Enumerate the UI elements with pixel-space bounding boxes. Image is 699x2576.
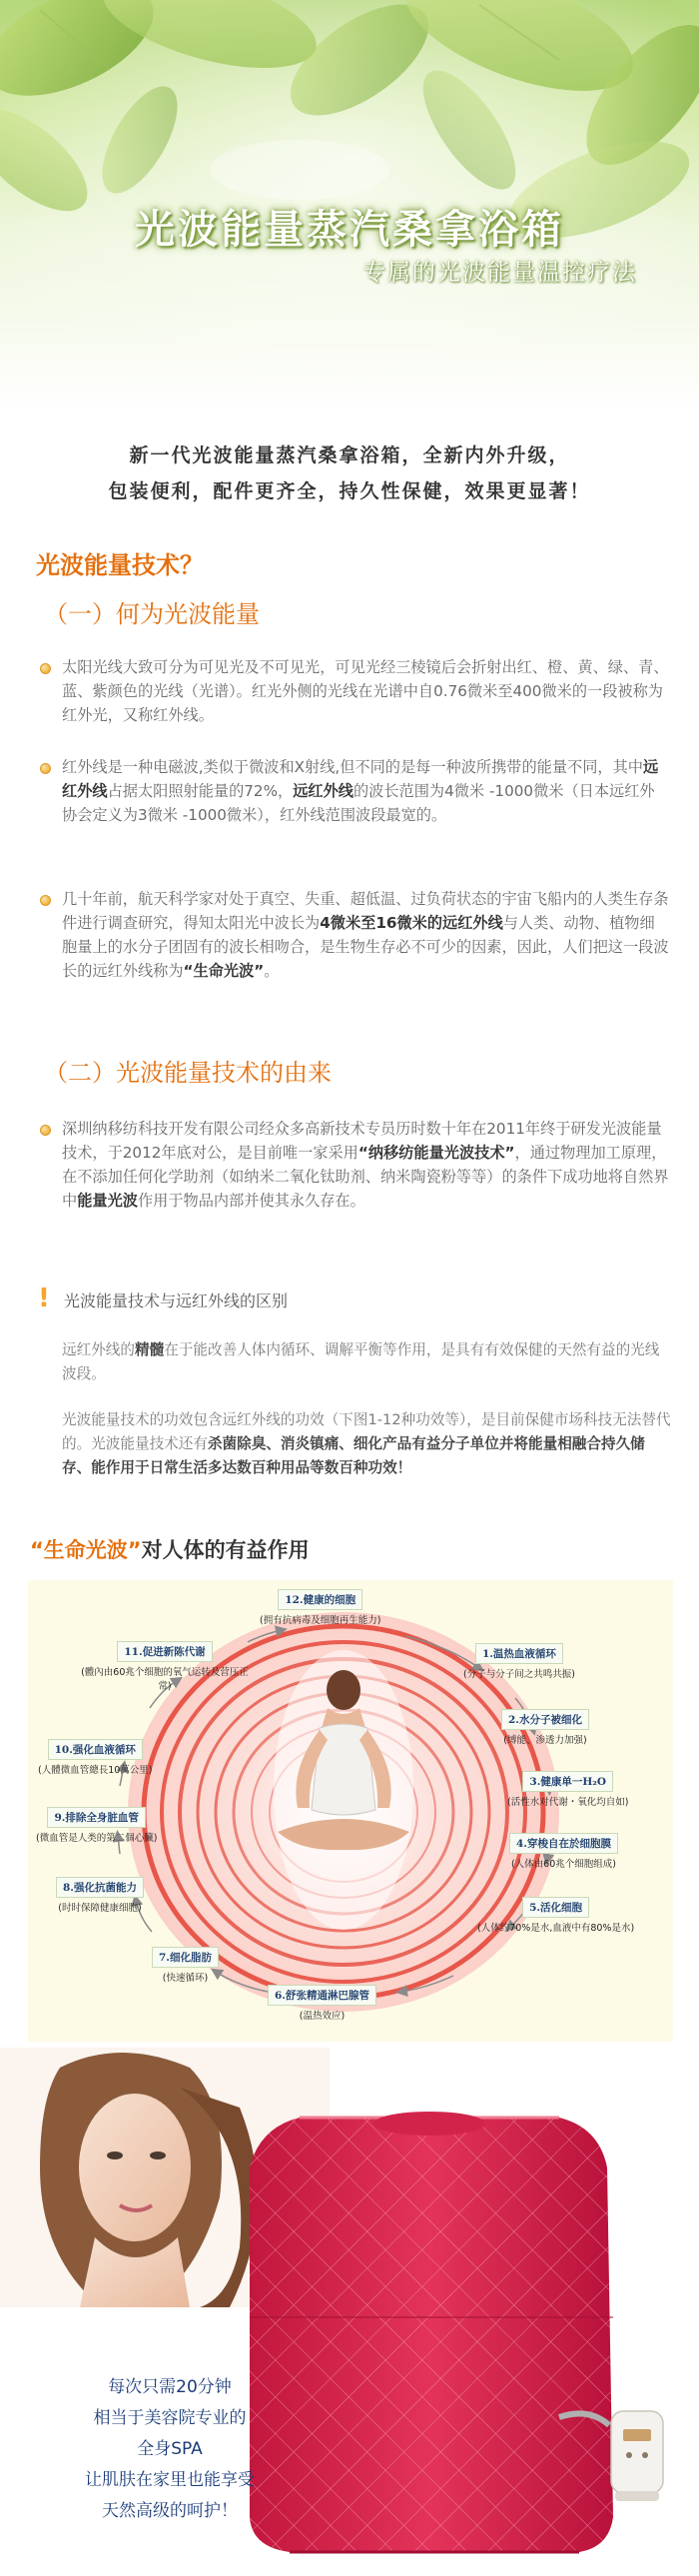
- text-span: 深圳纳移纺科技开发有限公司经众多高新技术专员历时数十年在2011年终于研发光波能量技术，于2012年底对公，是目前唯一家采用: [62, 1120, 662, 1162]
- bullet-icon: [40, 1125, 51, 1136]
- node-desc: (温热效应): [299, 2011, 346, 2022]
- diagram-node-2: [501, 1708, 589, 1746]
- highlight-text: 远红外线: [62, 758, 659, 800]
- diagram-node-7: [152, 1946, 219, 1984]
- note-far-infrared: [62, 1338, 671, 1386]
- hero-banner: [0, 0, 699, 410]
- node-title: 8.强化抗菌能力: [56, 1877, 144, 1898]
- intro-text: [0, 437, 699, 509]
- difference-heading-text: 光波能量技术与远红外线的区别: [64, 1291, 289, 1310]
- exclamation-icon: !: [38, 1284, 50, 1313]
- text-span: 与人类、动物、植物细胞量上的水分子团固有的波长相吻合，是生物生存必不可少的因素，因此，人们把这一段波长的远红外线称为: [62, 914, 669, 980]
- meditating-woman-figure: [274, 1650, 413, 1930]
- node-title: 10.强化血液循环: [48, 1739, 143, 1760]
- life-light-title: [30, 1534, 310, 1564]
- promo-line-3: 全身SPA: [137, 2439, 203, 2459]
- node-title: 9.排除全身脏血管: [47, 1807, 145, 1828]
- text-span: 红外线是一种电磁波,类似于微波和X射线,但不同的是每一种波所携带的能量不同，其中: [62, 758, 643, 776]
- paragraph-sunlight: 太阳光线大致可分为可见光及不可见光，可见光经三棱镜后会折射出红、橙、黄、绿、青、蓝、紫颜色的光线（光谱）。红光外侧的光线在光谱中自0.76微米至400微米的一段被称为红外光，又称红外线。: [62, 658, 669, 724]
- diagram-node-11: [80, 1640, 250, 1692]
- diagram-node-5: [477, 1896, 634, 1934]
- diagram-node-8: [56, 1876, 144, 1914]
- bullet-icon: [40, 663, 51, 674]
- diagram-node-10: [38, 1738, 153, 1776]
- node-title: 11.促进新陈代谢: [117, 1641, 212, 1662]
- benefit-cycle-diagram: [28, 1580, 673, 2042]
- note-light-wave-efficacy: [62, 1408, 671, 1480]
- text-span: 下图1-12种功效等: [339, 1411, 459, 1428]
- paragraph-infrared: [62, 755, 669, 827]
- highlight-text: “纳移纺能量光波技术”: [357, 1144, 515, 1162]
- life-light-title-rest: 对人体的有益作用: [141, 1538, 310, 1562]
- node-title: 3.健康单一H₂O: [522, 1771, 613, 1792]
- product-section: [0, 2048, 699, 2576]
- node-desc: (體內由60兆个细胞的氧气运转及营压正常): [81, 1667, 249, 1692]
- diagram-node-9: [36, 1806, 157, 1844]
- bullet-icon: [40, 763, 51, 774]
- text-span: 。: [264, 962, 280, 980]
- node-title: 7.细化脂肪: [152, 1947, 219, 1968]
- node-title: 2.水分子被细化: [501, 1709, 589, 1730]
- paragraph-life-light: [62, 887, 669, 983]
- text-span: ，通过物理加工原理，在不添加任何化学助剂（如纳米二氧化钛助剂、纳米陶瓷粉等等）的条件下成功地将自然界中: [62, 1144, 669, 1210]
- node-desc: (人体由60兆个细胞组成): [510, 1859, 616, 1870]
- diagram-node-6: [268, 1984, 376, 2022]
- text-span: 远红外线的: [62, 1341, 135, 1358]
- hero-subtitle: 专属的光波能量温控疗法: [362, 260, 637, 286]
- node-desc: (时时保障健康细胞): [58, 1903, 142, 1914]
- diagram-node-12: [260, 1588, 380, 1626]
- node-title: 6.舒张精通淋巴腺管: [268, 1985, 376, 2006]
- sauna-tent: [250, 2112, 613, 2552]
- node-desc: (人體微血管總長10萬公里): [38, 1765, 153, 1776]
- bullet-icon: [40, 895, 51, 906]
- hero-title: 光波能量蒸汽桑拿浴箱: [135, 206, 564, 253]
- promo-line-5: 天然高级的呵护！: [102, 2501, 238, 2521]
- node-desc: (缚能、渗透力加强): [503, 1735, 587, 1746]
- node-desc: (拥有抗病毒及细胞再生能力): [260, 1615, 381, 1626]
- node-title: 12.健康的细胞: [278, 1589, 362, 1610]
- life-light-title-accent: “生命光波”: [30, 1538, 142, 1562]
- highlight-text: 杀菌除臭、消炎镇痛、细化产品有益分子单位并将能量相融合持久储存、能作用于日常生活多达数百种用品等数百种功效！: [62, 1435, 645, 1476]
- highlight-text: 4微米至16微米的远红外线: [320, 914, 503, 932]
- highlight-text: 精髓: [134, 1341, 165, 1358]
- node-desc: (分子与分子间之共鸣共振): [463, 1669, 575, 1680]
- section-title-technology: 光波能量技术？: [36, 551, 204, 579]
- node-title: 4.穿梭自在於细胞膜: [509, 1833, 618, 1854]
- text-span: 的波长范围为4微米 -1000微米（日本远红外协会定义为3微米 -1000微米），红外线范围波段最宽的。: [62, 782, 655, 824]
- paragraph-company: [62, 1117, 669, 1213]
- node-title: 5.活化细胞: [522, 1897, 589, 1918]
- highlight-text: 远红外线: [293, 782, 353, 800]
- text-span: 占据太阳照射能量的72%，: [107, 782, 294, 800]
- intro-line-2: 包装便利，配件更齐全，持久性保健，效果更显著！: [108, 480, 591, 502]
- promo-text: [60, 2372, 280, 2527]
- promo-line-2: 相当于美容院专业的: [93, 2408, 247, 2428]
- subsection-title-origin: （二）光波能量技术的由来: [44, 1059, 332, 1087]
- text-span: 作用于物品内部并使其永久存在。: [137, 1192, 365, 1210]
- diagram-node-1: [463, 1642, 575, 1680]
- node-desc: (快速循环): [162, 1973, 209, 1984]
- subsection-title-what-is: （一）何为光波能量: [44, 600, 260, 628]
- text-span: 几十年前，航天科学家对处于真空、失重、超低温、过负荷状态的宇宙飞船内的人类生存条件进行调查研究，得知太阳光中波长为: [62, 890, 669, 932]
- highlight-text: “生命光波”: [183, 962, 265, 980]
- node-title: 1.温热血液循环: [475, 1643, 563, 1664]
- diagram-node-3: [507, 1770, 628, 1808]
- promo-line-1: 每次只需20分钟: [108, 2377, 232, 2397]
- highlight-text: 能量光波: [77, 1192, 138, 1210]
- diagram-node-4: [509, 1832, 618, 1870]
- text-span: ），是目前保健市场科技无法替代的。光波能量技术还有: [62, 1411, 671, 1452]
- intro-line-1: 新一代光波能量蒸汽桑拿浴箱，全新内外升级，: [129, 444, 570, 466]
- promo-line-4: 让肌肤在家里也能享受: [85, 2470, 255, 2490]
- text-span: 在于能改善人体内循环、调解平衡等作用，是具有有效保健的天然有益的光线波段。: [62, 1341, 660, 1382]
- text-span: 光波能量技术的功效包含远红外线的功效（: [62, 1411, 340, 1428]
- node-desc: (活性水对代谢・氧化均自如): [507, 1797, 629, 1808]
- node-desc: (微血管是人类的第二個心臟): [36, 1833, 158, 1844]
- node-desc: (人体约70%是水,血液中有80%是水): [477, 1923, 635, 1934]
